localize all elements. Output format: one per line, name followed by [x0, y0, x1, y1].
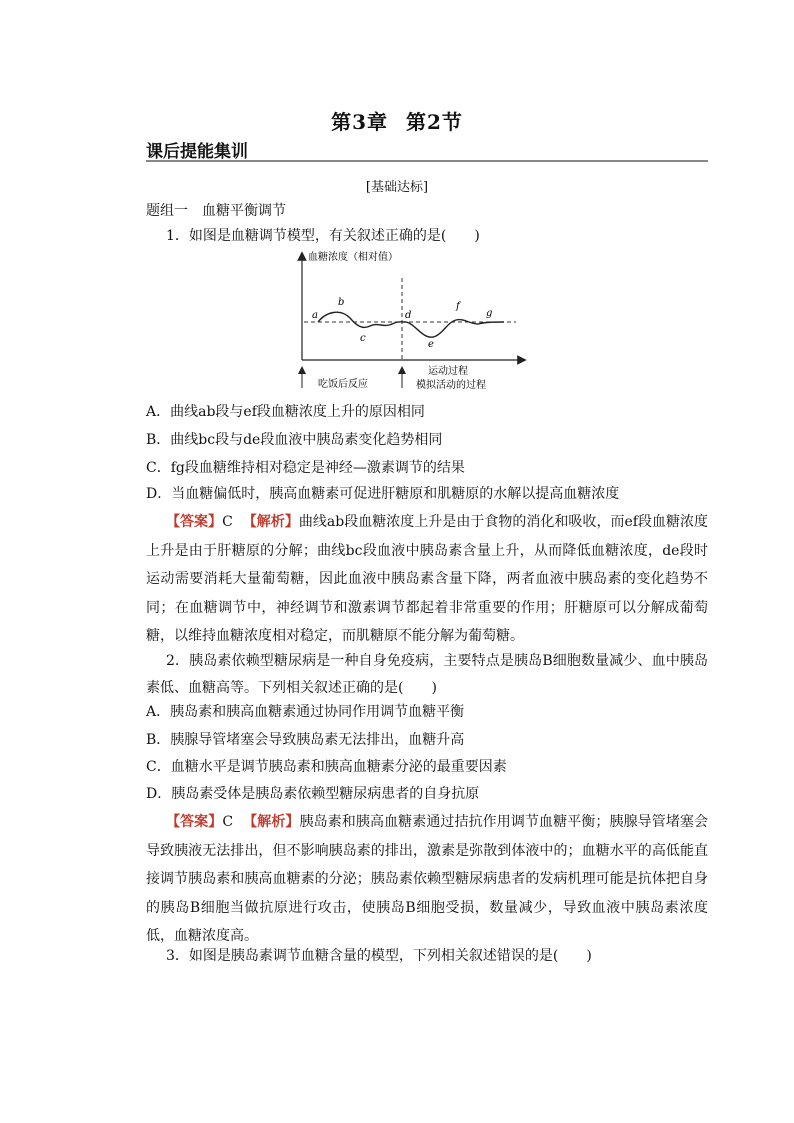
level-label: [基础达标]	[365, 180, 429, 195]
q1-option-d: D．当血糖偏低时，胰高血糖素可促进肝糖原和肌糖原的水解以提高血糖浓度	[146, 486, 620, 502]
point-g: g	[486, 308, 493, 319]
section-label: 第2节	[406, 110, 463, 134]
q1-stem: 1．如图是血糖调节模型，有关叙述正确的是( )	[166, 228, 480, 244]
q1-figure	[290, 248, 530, 396]
q1-option-c: C．fg段血糖维持相对稳定是神经—激素调节的结果	[146, 460, 465, 476]
point-c: c	[360, 333, 366, 344]
q2-option-d: D．胰岛素受体是胰岛素依赖型糖尿病患者的自身抗原	[146, 786, 480, 802]
answer-value: C	[222, 514, 233, 530]
section-heading: 课后提能集训	[146, 142, 248, 162]
analysis-tag: 【解析】	[242, 514, 299, 530]
q2-answer	[146, 808, 708, 951]
analysis-text: 曲线ab段血糖浓度上升是由于食物的消化和吸收，而ef段血糖浓度上升是由于肝糖原的分解；曲线bc段血液中胰岛素含量上升，从而降低血糖浓度，de段时运动需要消耗大量葡萄糖，因此血液中胰岛素含量下降，两者血液中胰岛素的变化趋势不同；在血糖调节中，神经调节和激素调节都起着非常重要的作用；肝糖原可以分解成葡萄糖，以维持血糖浓度相对稳定，而肌糖原不能分解为葡萄糖。	[146, 514, 709, 644]
group-name: 血糖平衡调节	[202, 203, 286, 219]
answer-tag: 【答案】	[166, 514, 223, 530]
q2-option-b: B．胰腺导管堵塞会导致胰岛素无法排出，血糖升高	[146, 732, 465, 748]
left-caption: 吃饭后反应	[318, 379, 368, 390]
page-title	[0, 106, 794, 135]
answer-tag: 【答案】	[166, 814, 223, 830]
q3-stem: 3．如图是胰岛素调节血糖含量的模型，下列相关叙述错误的是( )	[166, 948, 592, 964]
q1-answer	[146, 508, 708, 651]
analysis-text: 胰岛素和胰高血糖素通过拮抗作用调节血糖平衡；胰腺导管堵塞会导致胰液无法排出，但不影响胰岛素的排出，激素是弥散到体液中的；血糖水平的高低能直接调节胰岛素和胰高血糖素的分泌；胰岛素依赖型糖尿病患者的发病机理可能是抗体把自身的胰岛B细胞当做抗原进行攻击，使胰岛B细胞受损，数量减少，导致血液中胰岛素浓度低，血糖浓度高。	[146, 814, 709, 944]
q2-option-c: C．血糖水平是调节胰岛素和胰高血糖素分泌的最重要因素	[146, 759, 507, 775]
point-b: b	[338, 297, 345, 308]
point-e: e	[428, 339, 434, 350]
chapter-label: 第3章	[331, 110, 388, 134]
point-d: d	[405, 310, 412, 321]
heading-divider	[146, 160, 708, 162]
analysis-tag: 【解析】	[243, 814, 300, 830]
point-f: f	[456, 301, 460, 312]
group-label: 题组一	[146, 203, 188, 219]
right-caption-2: 模拟活动的过程	[416, 380, 486, 391]
question-group	[146, 200, 286, 220]
q2-option-a: A．胰岛素和胰高血糖素通过协同作用调节血糖平衡	[146, 704, 465, 720]
y-axis-label: 血糖浓度（相对值）	[308, 252, 398, 263]
right-caption-1: 运动过程	[428, 366, 468, 377]
q1-option-b: B．曲线bc段与de段血液中胰岛素变化趋势相同	[146, 432, 443, 448]
q2-stem: 2．胰岛素依赖型糖尿病是一种自身免疫病，主要特点是胰岛B细胞数量减少、血中胰岛素低、血糖高等。下列相关叙述正确的是( )	[146, 653, 708, 696]
point-a: a	[312, 310, 318, 321]
q1-option-a: A．曲线ab段与ef段血糖浓度上升的原因相同	[146, 404, 425, 420]
answer-value: C	[222, 814, 234, 830]
